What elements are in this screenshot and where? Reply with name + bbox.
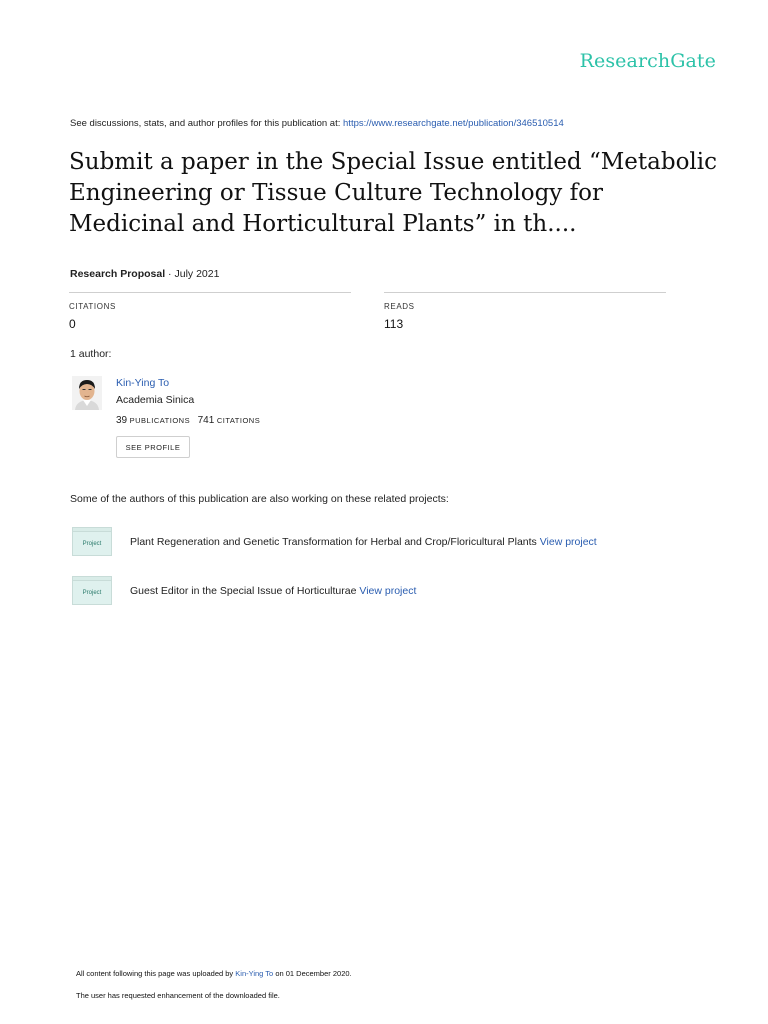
project-folder-icon[interactable] [72,527,112,556]
citations-label: CITATIONS [69,302,116,311]
see-profile-button[interactable]: SEE PROFILE [116,436,190,458]
publication-type: Research Proposal [70,268,166,280]
enhancement-notice: The user has requested enhancement of the downloaded file. [76,991,280,1000]
author-stats [116,415,260,426]
project-description [130,585,416,597]
project-description [130,536,597,548]
citations-divider [69,292,351,293]
upload-prefix: All content following this page was uploaded by [76,969,236,978]
meta-separator: · [165,268,175,280]
author-avatar[interactable] [72,376,102,410]
publication-date: July 2021 [174,268,220,280]
related-projects-heading: Some of the authors of this publication are also working on these related projects: [70,493,449,505]
page-title: Submit a paper in the Special Issue entitled “Metabolic Engineering or Tissue Culture Technology for Medicinal and Horticultural Plants” in th.... [69,149,718,237]
reads-label: READS [384,302,415,311]
project-title: Guest Editor in the Special Issue of Horticulturae [130,585,360,597]
citations-value: 0 [69,317,76,331]
researchgate-logo[interactable]: ResearchGate [579,50,716,72]
publication-meta [70,268,219,280]
project-icon-label: Project [72,580,112,605]
view-project-link[interactable]: View project [539,536,597,548]
author-publications-label: PUBLICATIONS [129,416,191,425]
upload-notice [76,969,352,978]
author-citations-count: 741 [197,415,215,426]
project-title: Plant Regeneration and Genetic Transformation for Herbal and Crop/Floricultural Plants [130,536,540,548]
see-discussions-text: See discussions, stats, and author profiles for this publication at: [70,118,344,129]
author-citations-label: CITATIONS [216,416,261,425]
publication-url-link[interactable]: https://www.researchgate.net/publication/346510514 [343,118,564,129]
publication-link-line [70,118,564,129]
author-name-link[interactable]: Kin-Ying To [116,377,170,389]
reads-value: 113 [384,317,404,331]
uploader-link[interactable]: Kin-Ying To [235,969,274,978]
upload-suffix: on 01 December 2020. [273,969,352,978]
authors-heading: 1 author: [70,348,112,360]
author-publications-count: 39 [116,415,128,426]
view-project-link[interactable]: View project [359,585,417,597]
project-icon-label: Project [72,531,112,556]
reads-divider [384,292,666,293]
project-folder-icon[interactable] [72,576,112,605]
author-institution: Academia Sinica [116,394,195,406]
